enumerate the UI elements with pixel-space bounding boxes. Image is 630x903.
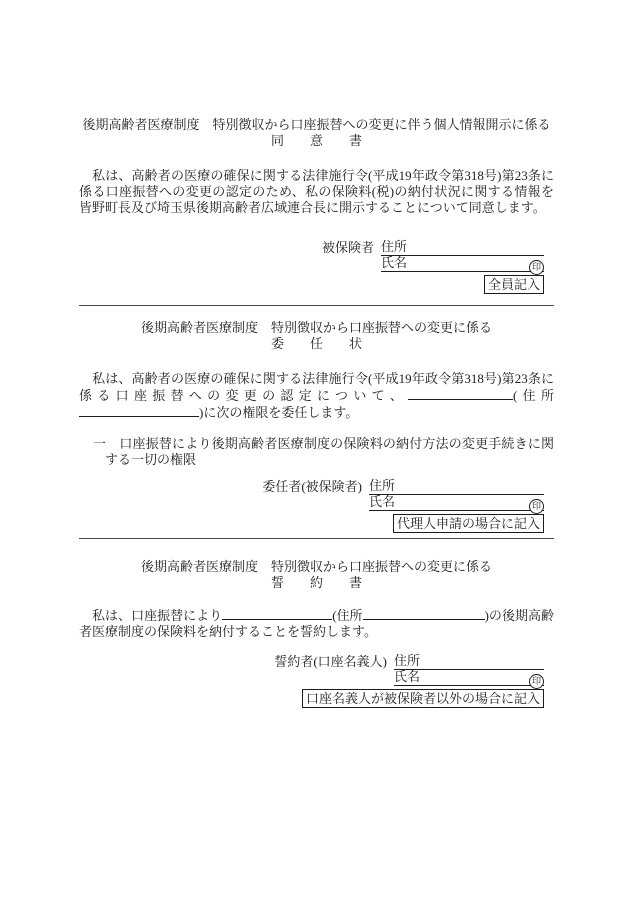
signer-label: 委任者(被保険者)	[262, 479, 362, 494]
document-type-heading: 委 任 状	[270, 336, 362, 351]
paragraph-text: 私は、高齢者の医療の確保に関する法律施行令(平成19年政令第318号)第23条に係る口座振替への変更の認定について、	[79, 371, 554, 403]
fill-note-box: 口座名義人が被保険者以外の場合に記入	[302, 689, 544, 708]
address-label: 住所	[381, 239, 408, 254]
name-blank-field	[408, 387, 513, 400]
signature-fields	[381, 240, 544, 272]
signature-head	[274, 654, 544, 686]
seal-icon	[529, 674, 544, 689]
signature-head	[322, 240, 544, 272]
signature-block	[79, 654, 544, 708]
document-type-heading: 同 意 書	[270, 133, 362, 148]
name-line	[381, 256, 544, 272]
delegation-item: 一 口座振替により後期高齢者医療制度の保険料の納付方法の変更手続きに関する一切の権限	[93, 436, 554, 467]
name-line	[394, 670, 544, 686]
body-paragraph	[79, 371, 554, 421]
name-blank-field	[222, 607, 332, 620]
address-line	[381, 240, 544, 256]
seal-label: 印	[531, 262, 541, 272]
section-divider	[79, 538, 554, 539]
signer-label: 誓約者(口座名義人)	[274, 654, 387, 669]
name-label: 氏名	[394, 669, 421, 684]
section-oath	[79, 559, 554, 708]
address-line	[394, 654, 544, 670]
seal-icon	[529, 260, 544, 275]
section-consent-form	[79, 117, 554, 294]
paragraph-text: (住所	[513, 388, 554, 403]
seal-label: 印	[531, 676, 541, 686]
body-paragraph: 私は、高齢者の医療の確保に関する法律施行令(平成19年政令第318号)第23条に係る口座振替への変更の認定のため、私の保険料(税)の納付状況に関する情報を皆野町長及び埼玉県後期高齢者広域連合長に開示することについて同意します。	[79, 168, 554, 215]
body-paragraph	[79, 607, 554, 640]
address-label: 住所	[369, 478, 396, 493]
signature-fields	[369, 479, 544, 511]
section-title: 後期高齢者医療制度 特別徴収から口座振替への変更に伴う個人情報開示に係る	[82, 117, 551, 132]
fill-note-box: 代理人申請の場合に記入	[393, 514, 544, 533]
name-line	[369, 495, 544, 511]
name-label: 氏名	[381, 255, 408, 270]
name-label: 氏名	[369, 494, 396, 509]
signer-label: 被保険者	[321, 240, 374, 255]
seal-icon	[529, 499, 544, 514]
paragraph-text: 私は、口座振替により	[79, 608, 223, 623]
paragraph-text: (住所	[332, 608, 363, 623]
signature-head	[262, 479, 544, 511]
signature-block	[79, 240, 544, 294]
address-blank-field	[79, 404, 199, 417]
address-label: 住所	[394, 653, 421, 668]
signature-fields	[394, 654, 544, 686]
paragraph-text: )に次の権限を委任します。	[199, 405, 359, 420]
document-type-heading: 誓 約 書	[270, 575, 362, 590]
address-line	[369, 479, 544, 495]
signature-block	[79, 479, 544, 533]
paragraph-text: )の後期高齢者医療制度の保険料を納付することを誓約します。	[79, 608, 554, 639]
seal-label: 印	[531, 501, 541, 511]
section-title: 後期高齢者医療制度 特別徴収から口座振替への変更に係る	[140, 559, 492, 574]
section-divider	[79, 305, 554, 306]
address-blank-field	[363, 607, 485, 620]
fill-note-box: 全員記入	[484, 275, 544, 294]
section-title: 後期高齢者医療制度 特別徴収から口座振替への変更に係る	[140, 320, 492, 335]
section-power-of-attorney	[79, 320, 554, 533]
